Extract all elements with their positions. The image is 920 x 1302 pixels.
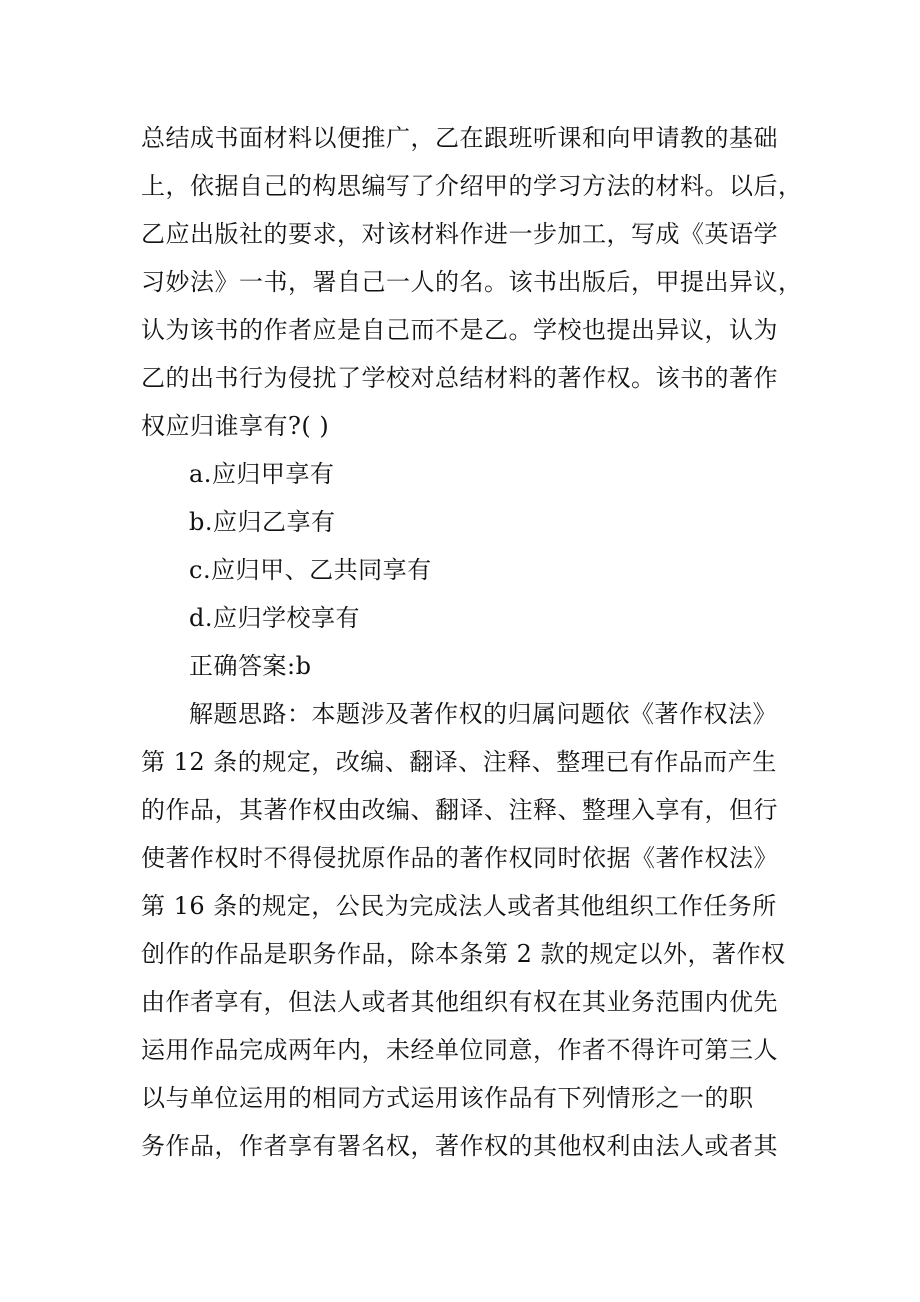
option-b: b.应归乙享有 [189,508,336,536]
question-line-3: 乙应出版社的要求，对该材料作进一步加工，写成《英语学 [141,220,778,248]
explanation-line-10: 务作品，作者享有署名权，著作权的其他权利由法人或者其 [141,1132,778,1160]
explanation-line-3: 的作品，其著作权由改编、翻译、注释、整理入享有，但行 [141,796,778,824]
question-line-4: 习妙法》一书，署自己一人的名。该书出版后，甲提出异议， [141,268,803,296]
explanation-line-1: 解题思路：本题涉及著作权的归属问题依《著作权法》 [189,700,777,728]
explanation-line-7: 由作者享有，但法人或者其他组织有权在其业务范围内优先 [141,988,778,1016]
explanation-line-5: 第 16 条的规定，公民为完成法人或者其他组织工作任务所 [141,892,777,920]
correct-answer: 正确答案:b [189,652,312,680]
explanation-line-6: 创作的作品是职务作品，除本条第 2 款的规定以外，著作权 [141,940,786,968]
question-line-5: 认为该书的作者应是自己而不是乙。学校也提出异议，认为 [141,316,778,344]
option-d: d.应归学校享有 [189,604,360,632]
explanation-line-9: 以与单位运用的相同方式运用该作品有下列情形之一的职 [141,1084,754,1112]
explanation-line-4: 使著作权时不得侵扰原作品的著作权同时依据《著作权法》 [141,844,778,872]
question-line-6: 乙的出书行为侵扰了学校对总结材料的著作权。该书的著作 [141,364,778,392]
question-line-2: 上，依据自己的构思编写了介绍甲的学习方法的材料。以后， [141,172,803,200]
option-c: c.应归甲、乙共同享有 [189,556,432,584]
option-a: a.应归甲享有 [189,460,335,488]
question-line-1: 总结成书面材料以便推广，乙在跟班听课和向甲请教的基础 [141,124,778,152]
question-line-7: 权应归谁享有?( ) [141,412,330,440]
explanation-line-2: 第 12 条的规定，改编、翻译、注释、整理已有作品而产生 [141,748,777,776]
explanation-line-8: 运用作品完成两年内，未经单位同意，作者不得许可第三人 [141,1036,778,1064]
